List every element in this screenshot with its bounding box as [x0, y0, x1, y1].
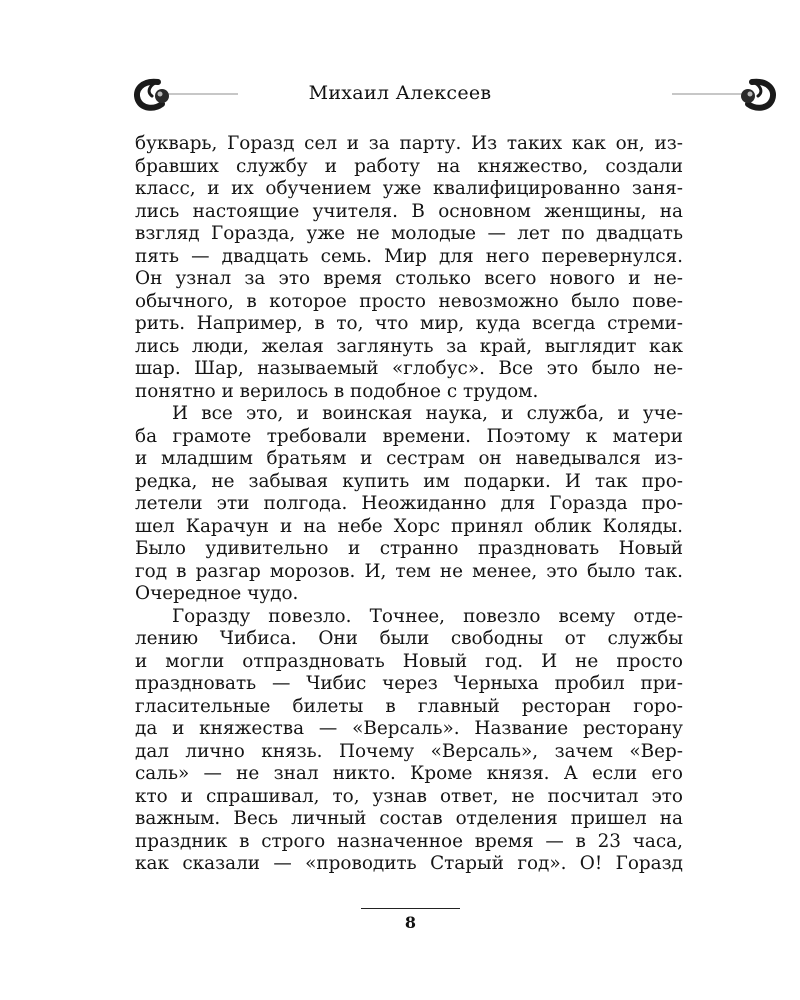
text-line: и могли отпраздновать Новый год. И не просто [135, 650, 683, 672]
text-line: праздник в строго назначенное время — в 23 часа, [135, 830, 683, 852]
body-text [135, 133, 683, 876]
text-line: рить. Например, в то, что мир, куда всегда стреми- [135, 313, 683, 334]
text-line: бравших службу и работу на княжество, создали [135, 155, 683, 177]
text-line: редка, не забывая купить им подарки. И так про- [135, 470, 683, 492]
text-line: шел Карачун и на небе Хорс принял облик Коляды. [135, 515, 683, 537]
text-line: летели эти полгода. Неожиданно для Горазда про- [135, 493, 683, 514]
text-line: Было удивительно и странно праздновать Новый [135, 538, 683, 559]
text-line: саль» — не знал никто. Кроме князя. А если его [135, 763, 683, 784]
text-line: обычного, в которое просто невозможно было пове- [135, 290, 683, 312]
running-head [0, 74, 800, 114]
text-line: гласительные билеты в главный ресторан горо- [135, 695, 683, 717]
text-line: букварь, Горазд сел и за парту. Из таких как он, из- [135, 133, 683, 154]
text-line: Очередное чудо. [135, 583, 299, 604]
text-line: шар. Шар, называемый «глобус». Все это было не- [135, 358, 683, 379]
text-line: год в разгар морозов. И, тем не менее, это было так. [135, 560, 683, 582]
swirl-ornament-icon [582, 74, 782, 114]
text-line: класс, и их обучением уже квалифицированно заня- [135, 178, 683, 199]
running-head-author: Михаил Алексеев [308, 82, 492, 104]
text-line: да и княжества — «Версаль». Название ресторану [135, 718, 683, 739]
text-line: лись люди, желая заглянуть за край, выглядит как [135, 335, 683, 357]
text-line: Горазду повезло. Точнее, повезло всему отде- [172, 605, 683, 627]
text-line: как сказали — «проводить Старый год». О! Горазд [135, 853, 683, 874]
text-line: ба грамоте требовали времени. Поэтому к матери [135, 425, 683, 447]
text-line: взгляд Горазда, уже не молодые — лет по двадцать [135, 223, 683, 244]
text-line: дал лично князь. Почему «Версаль», зачем «Вер- [135, 740, 683, 762]
text-line: и младшим братьям и сестрам он наведывался из- [135, 448, 683, 469]
text-line: И все это, и воинская наука, и служба, и уче- [172, 403, 683, 424]
footer-rule [361, 908, 460, 909]
text-line: понятно и верилось в подобное с трудом. [135, 380, 539, 402]
text-line: важным. Весь личный состав отделения пришел на [135, 808, 683, 829]
text-line: пять — двадцать семь. Мир для него перевернулся. [135, 245, 683, 267]
page-number: 8 [404, 913, 417, 932]
text-line: Он узнал за это время столько всего нового и не- [135, 268, 683, 289]
text-line: кто и спрашивал, то, узнав ответ, не посчитал это [135, 785, 683, 807]
text-line: праздновать — Чибис через Черныха пробил при- [135, 673, 683, 694]
text-line: лись настоящие учителя. В основном женщины, на [135, 200, 683, 222]
text-line: лению Чибиса. Они были свободны от службы [135, 628, 683, 649]
